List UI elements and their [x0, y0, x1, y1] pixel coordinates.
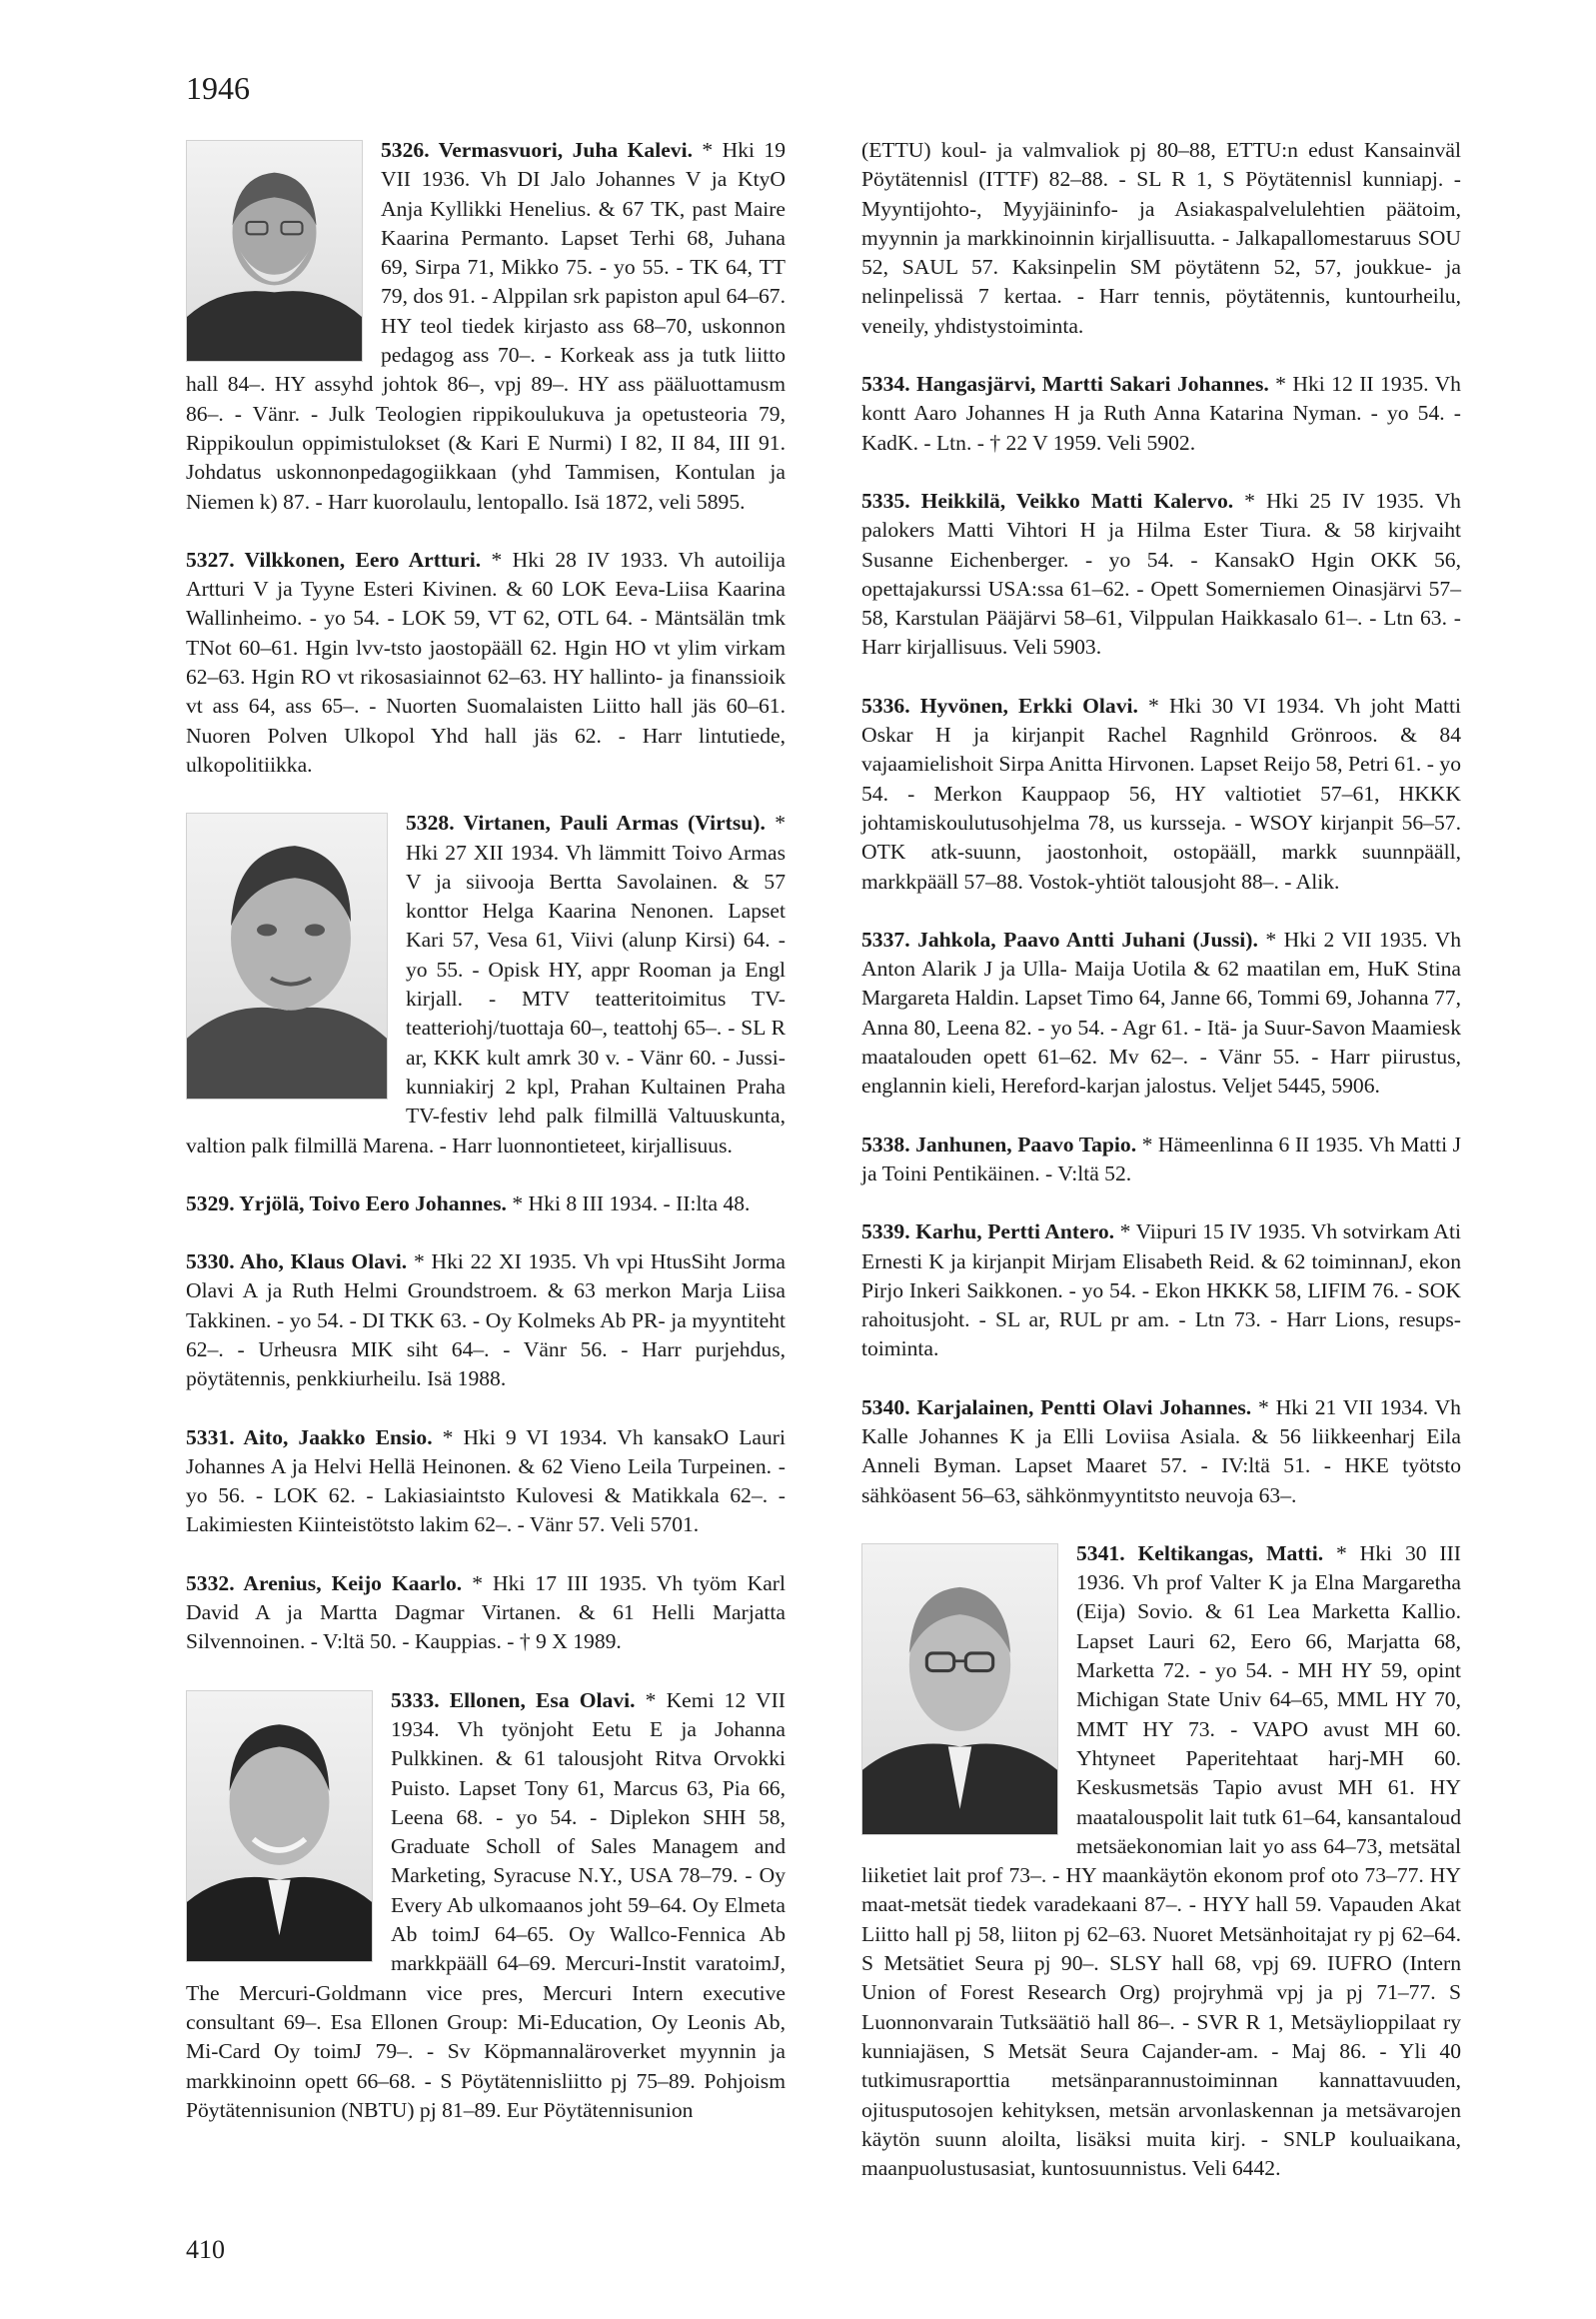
page-number: 410 [186, 2235, 225, 2264]
entry-heading: 5334. Hangasjärvi, Martti Sakari Johannes. [861, 372, 1269, 397]
entry-text: * Hki 27 XII 1934. Vh lämmitt Toivo Armas V ja siivooja Bertta Savolainen. & 57 konttor Helga Kaarina Nenonen. Lapset Kari 57, Vesa 61, Viivi (alunp Kirsi) 64. - yo 55. - Opisk HY, appr Rooman ja Engl kirjall. - MTV teatteritoimitus TV-teatteriohj/tuottaja 60–, teattohj 65–. - SL R ar, KKK kult amrk 30 v. - Vänr 60. - Jussi-kunniakirj 2 kpl, Prahan Kultainen Praha TV-festiv lehd palk filmillä Valtuuskunta, valtion palk filmillä Marena. - Harr luonnontieteet, kirjallisuus. [186, 811, 786, 1158]
entry-5339 [861, 1217, 1461, 1363]
entry-heading: 5341. Keltikangas, Matti. [1076, 1540, 1324, 1565]
entry-heading: 5340. Karjalainen, Pentti Olavi Johannes. [861, 1394, 1252, 1419]
page-year: 1946 [186, 70, 250, 106]
entry-text: * Hki 2 VII 1935. Vh Anton Alarik J ja Ulla- Maija Uotila & 62 maatilan em, HuK Stina Margareta Haldin. Lapset Timo 64, Janne 66, Tommi 69, Johanna 77, Anna 80, Leena 82. - yo 54. - Agr 61. - Itä- ja Suur-Savon Maamiesk maatalouden opett 61–62. Mv 62–. - Vänr 55. - Harr piirustus, englannin kieli, Hereford-karjan jalostus. Veljet 5445, 5906. [861, 927, 1461, 1099]
entry-5326 [186, 136, 786, 517]
entry-text: * Hämeenlinna 6 II 1935. Vh Matti J ja Toini Pentikäinen. - V:ltä 52. [861, 1132, 1461, 1185]
entry-heading: 5336. Hyvönen, Erkki Olavi. [861, 693, 1138, 718]
entry-heading: 5335. Heikkilä, Veikko Matti Kalervo. [861, 488, 1234, 513]
entry-5329 [186, 1189, 786, 1218]
entry-5331 [186, 1423, 786, 1540]
entry-5333 [186, 1686, 786, 2125]
portrait-photo-5326 [186, 140, 363, 362]
entry-continuation [861, 136, 1461, 341]
entry-5337 [861, 926, 1461, 1102]
entry-5327 [186, 546, 786, 780]
entry-text: * Hki 30 III 1936. Vh prof Valter K ja Elna Margaretha (Eija) Sovio. & 61 Lea Marketta Kallio. Lapset Lauri 62, Eero 66, Marjatta 68, Marketta 72. - yo 54. - MH HY 59, opint Michigan State Univ 64–65, MML HY 70, MMT HY 73. - VAPO avust MH 60. Yhtyneet Paperitehtaat harj-MH 60. Keskusmetsäs Tapio avust MH 61. HY maatalouspolit lait tutk 61–64, kansantaloud metsäekonomian lait yo ass 64–73, metsätal liiketiet lait prof 73–. - HY maankäytön ekonom prof oto 73–77. HY maat-metsät tiedek varadekaani 87–. - HYY hall 59. Vapauden Akat Liitto hall pj 58, liiton pj 62–63. Nuoret Metsänhoitajat ry pj 62–64. S Metsätiet Seura pj 90–. SLSY hall 68, vpj 69. IUFRO (Intern Union of Forest Research Org) projryhmä vpj ja pj 71–77. S Luonnonvarain Tutksäätiö hall 86–. - SVR R 1, Metsäylioppilaat ry kunniajäsen, S Metsät Seura Cajander-am. - Maj 86. - Yli 40 tutkimusraporttia metsänparannustoiminnan kannattavuuden, ojitusputosojen kehityksen, metsän arvonlaskennan ja metsävarojen käytön suunn aloilta, lisäksi muita kirj. - SNLP kouluaikana, maanpuolustusasiat, kuntosuunnistus. Veli 6442. [861, 1540, 1461, 2181]
left-column [186, 136, 786, 2154]
entry-text: * Hki 12 II 1935. Vh kontt Aaro Johannes H ja Ruth Anna Katarina Nyman. - yo 54. - KadK. - Ltn. - † 22 V 1959. Veli 5902. [861, 372, 1461, 455]
entry-heading: 5338. Janhunen, Paavo Tapio. [861, 1132, 1137, 1157]
entry-heading: 5331. Aito, Jaakko Ensio. [186, 1424, 433, 1449]
entry-text: (ETTU) koul- ja valmvaliok pj 80–88, ETTU:n edust Kansainväl Pöytätennisl (ITTF) 82–88. - SL R 1, S Pöytätennisl kunniapj. - Myyntijohto-, Myyjäininfo- ja Asiakaspalvelulehtien päätoim, myynnin ja markkinoinnin kirjallisuutta. - Jalkapallomestaruus SOU 52, SAUL 57. Kaksinpelin SM pöytätenn 52, 57, joukkue- ja nelinpelissä 7 kertaa. - Harr tennis, pöytätennis, kuntourheilu, veneily, yhdistystoiminta. [861, 138, 1461, 338]
entry-text: * Hki 17 III 1935. Vh työm Karl David A ja Martta Dagmar Virtanen. & 61 Helli Marjatta Silvennoinen. - V:ltä 50. - Kauppias. - † 9 X 1989. [186, 1570, 786, 1654]
entry-text: * Hki 28 IV 1933. Vh autoilija Artturi V ja Tyyne Esteri Kivinen. & 60 LOK Eeva-Liisa Kaarina Wallinheimo. - yo 54. - LOK 59, VT 62, OTL 64. - Mäntsälän tmk TNot 60–61. Hgin lvv-tsto jaostopääll 62. Hgin HO vt ylim virkam 62–63. Hgin RO vt rikosasiainnot 62–63. HY hallinto- ja finanssioik vt ass 64, ass 65–. - Nuorten Suomalaisten Liitto hall jäs 60–61. Nuoren Polven Ulkopol Yhd hall jäs 62. - Harr lintutiede, ulkopolitiikka. [186, 547, 786, 777]
portrait-photo-5333 [186, 1690, 373, 1962]
entry-5332 [186, 1569, 786, 1657]
entry-text: * Kemi 12 VII 1934. Vh työnjoht Eetu E ja Johanna Pulkkinen. & 61 talousjoht Ritva Orvokki Puisto. Lapset Tony 61, Marcus 63, Pia 66, Leena 68. - yo 54. - Diplekon SHH 58, Graduate Scholl of Sales Managem and Marketing, Syracuse N.Y., USA 78–79. - Oy Every Ab ulkomaanos joht 59–64. Oy Elmeta Ab toimJ 64–65. Oy Wallco-Fennica Ab markkpääll 64–69. Mercuri-Instit varatoimJ, The Mercuri-Goldmann vice pres, Mercuri Intern executive consultant 69–. Esa Ellonen Group: Mi-Education, Oy Leonis Ab, Mi-Card Oy toimJ 79–. - Sv Köpmannaläroverket myynnin ja markkinoinn opett 66–68. - S Pöytätennisliitto pj 75–89. Pohjoism Pöytätennisunion (NBTU) pj 81–89. Eur Pöytätennisunion [186, 1687, 786, 2122]
entry-heading: 5328. Virtanen, Pauli Armas (Virtsu). [406, 811, 766, 836]
entry-heading: 5339. Karhu, Pertti Antero. [861, 1219, 1115, 1244]
entry-text: * Hki 19 VII 1936. Vh DI Jalo Johannes V ja KtyO Anja Kyllikki Henelius. & 67 TK, past Maire Kaarina Permanto. Lapset Terhi 68, Juhana 69, Sirpa 71, Mikko 75. - yo 55. - TK 64, TT 79, dos 91. - Alppilan srk papiston apul 64–67. HY teol tiedek kirjasto ass 68–70, uskonnon pedagog ass 70–. - Korkeak ass ja tutk liitto hall 84–. HY assyhd johtok 86–, vpj 89–. HY ass pääluottamusm 86–. - Vänr. - Julk Teologien rippikoulukuva ja opetusteoria 79, Rippikoulun oppimistulokset (& Kari E Nurmi) I 82, II 84, III 91. Johdatus uskonnonpedagogiikkaan (yhd Tammisen, Kontulan ja Niemen k) 87. - Harr kuorolaulu, lentopallo. Isä 1872, veli 5895. [186, 138, 786, 514]
entry-heading: 5329. Yrjölä, Toivo Eero Johannes. [186, 1190, 507, 1215]
right-column [861, 136, 1461, 2212]
entry-text: * Hki 8 III 1934. - II:lta 48. [512, 1190, 751, 1215]
entry-5341 [861, 1539, 1461, 2184]
entry-5336 [861, 692, 1461, 897]
entry-text: * Hki 25 IV 1935. Vh palokers Matti Vihtori H ja Hilma Ester Tiura. & 58 kirjvaiht Susanne Eichenberger. - yo 54. - KansakO Hgin OKK 56, opettajakurssi USA:ssa 61–62. - Opett Somerniemen Oinasjärvi 57–58, Karstulan Pääjärvi 58–61, Vilppulan Haikkasalo 61–. - Ltn 63. - Harr kirjallisuus. Veli 5903. [861, 488, 1461, 660]
entry-5334 [861, 370, 1461, 458]
portrait-photo-5328 [186, 813, 388, 1100]
entry-5330 [186, 1247, 786, 1393]
entry-5335 [861, 487, 1461, 663]
entry-heading: 5330. Aho, Klaus Olavi. [186, 1249, 408, 1274]
entry-heading: 5337. Jahkola, Paavo Antti Juhani (Jussi). [861, 927, 1258, 952]
entry-5338 [861, 1131, 1461, 1189]
entry-5340 [861, 1393, 1461, 1510]
entry-text: * Hki 21 VII 1934. Vh Kalle Johannes K ja Elli Loviisa Asiala. & 56 liikkeenharj Eila Anneli Byman. Lapset Maaret 57. - IV:ltä 51. - HKE työtsto sähköasent 56–63, sähkönmyyntitsto neuvoja 63–. [861, 1394, 1461, 1507]
entry-text: * Viipuri 15 IV 1935. Vh sotvirkam Ati Ernesti K ja kirjanpit Mirjam Elisabeth Reid. & 62 toiminnanJ, ekon Pirjo Inkeri Saikkonen. - yo 54. - Ekon HKKK 58, LIFIM 76. - SOK rahoitusjoht. - SL ar, RUL pr am. - Ltn 73. - Harr Lions, resups-toiminta. [861, 1219, 1461, 1361]
entry-heading: 5333. Ellonen, Esa Olavi. [391, 1687, 636, 1712]
entry-text: * Hki 9 VI 1934. Vh kansakO Lauri Johannes A ja Helvi Hellä Heinonen. & 62 Vieno Leila Turpeinen. - yo 56. - LOK 62. - Lakiasiaintsto Kulovesi & Matikkala 62–. - Lakimiesten Kiinteistötsto lakim 62–. - Vänr 57. Veli 5701. [186, 1424, 786, 1537]
entry-text: * Hki 22 XI 1935. Vh vpi HtusSiht Jorma Olavi A ja Ruth Helmi Groundstroem. & 63 merkon Marja Liisa Takkinen. - yo 54. - DI TKK 63. - Oy Kolmeks Ab PR- ja myyntiteht 62–. - Urheusra MIK siht 64–. - Vänr 56. - Harr purjehdus, pöytätennis, penkkiurheilu. Isä 1988. [186, 1249, 787, 1391]
portrait-photo-5341 [861, 1543, 1058, 1835]
entry-text: * Hki 30 VI 1934. Vh joht Matti Oskar H ja kirjanpit Rachel Ragnhild Grönroos. & 84 vajaamielishoit Sirpa Anitta Hirvonen. Lapset Reijo 58, Petri 61. - yo 54. - Merkon Kauppaop 56, HY valtiotiet 57–61, HKKK johtamiskoulutusohjelma 78, us kursseja. - WSOY kirjanpit 56–57. OTK atk-suunn, jaostonhoit, ostopääll, markk suunnpääll, markkpääll 57–88. Vostok-yhtiöt talousjoht 88–. - Alik. [861, 693, 1461, 894]
entry-5328 [186, 809, 786, 1160]
entry-heading: 5326. Vermasvuori, Juha Kalevi. [381, 138, 693, 162]
entry-heading: 5327. Vilkkonen, Eero Artturi. [186, 547, 482, 572]
entry-heading: 5332. Arenius, Keijo Kaarlo. [186, 1570, 463, 1595]
